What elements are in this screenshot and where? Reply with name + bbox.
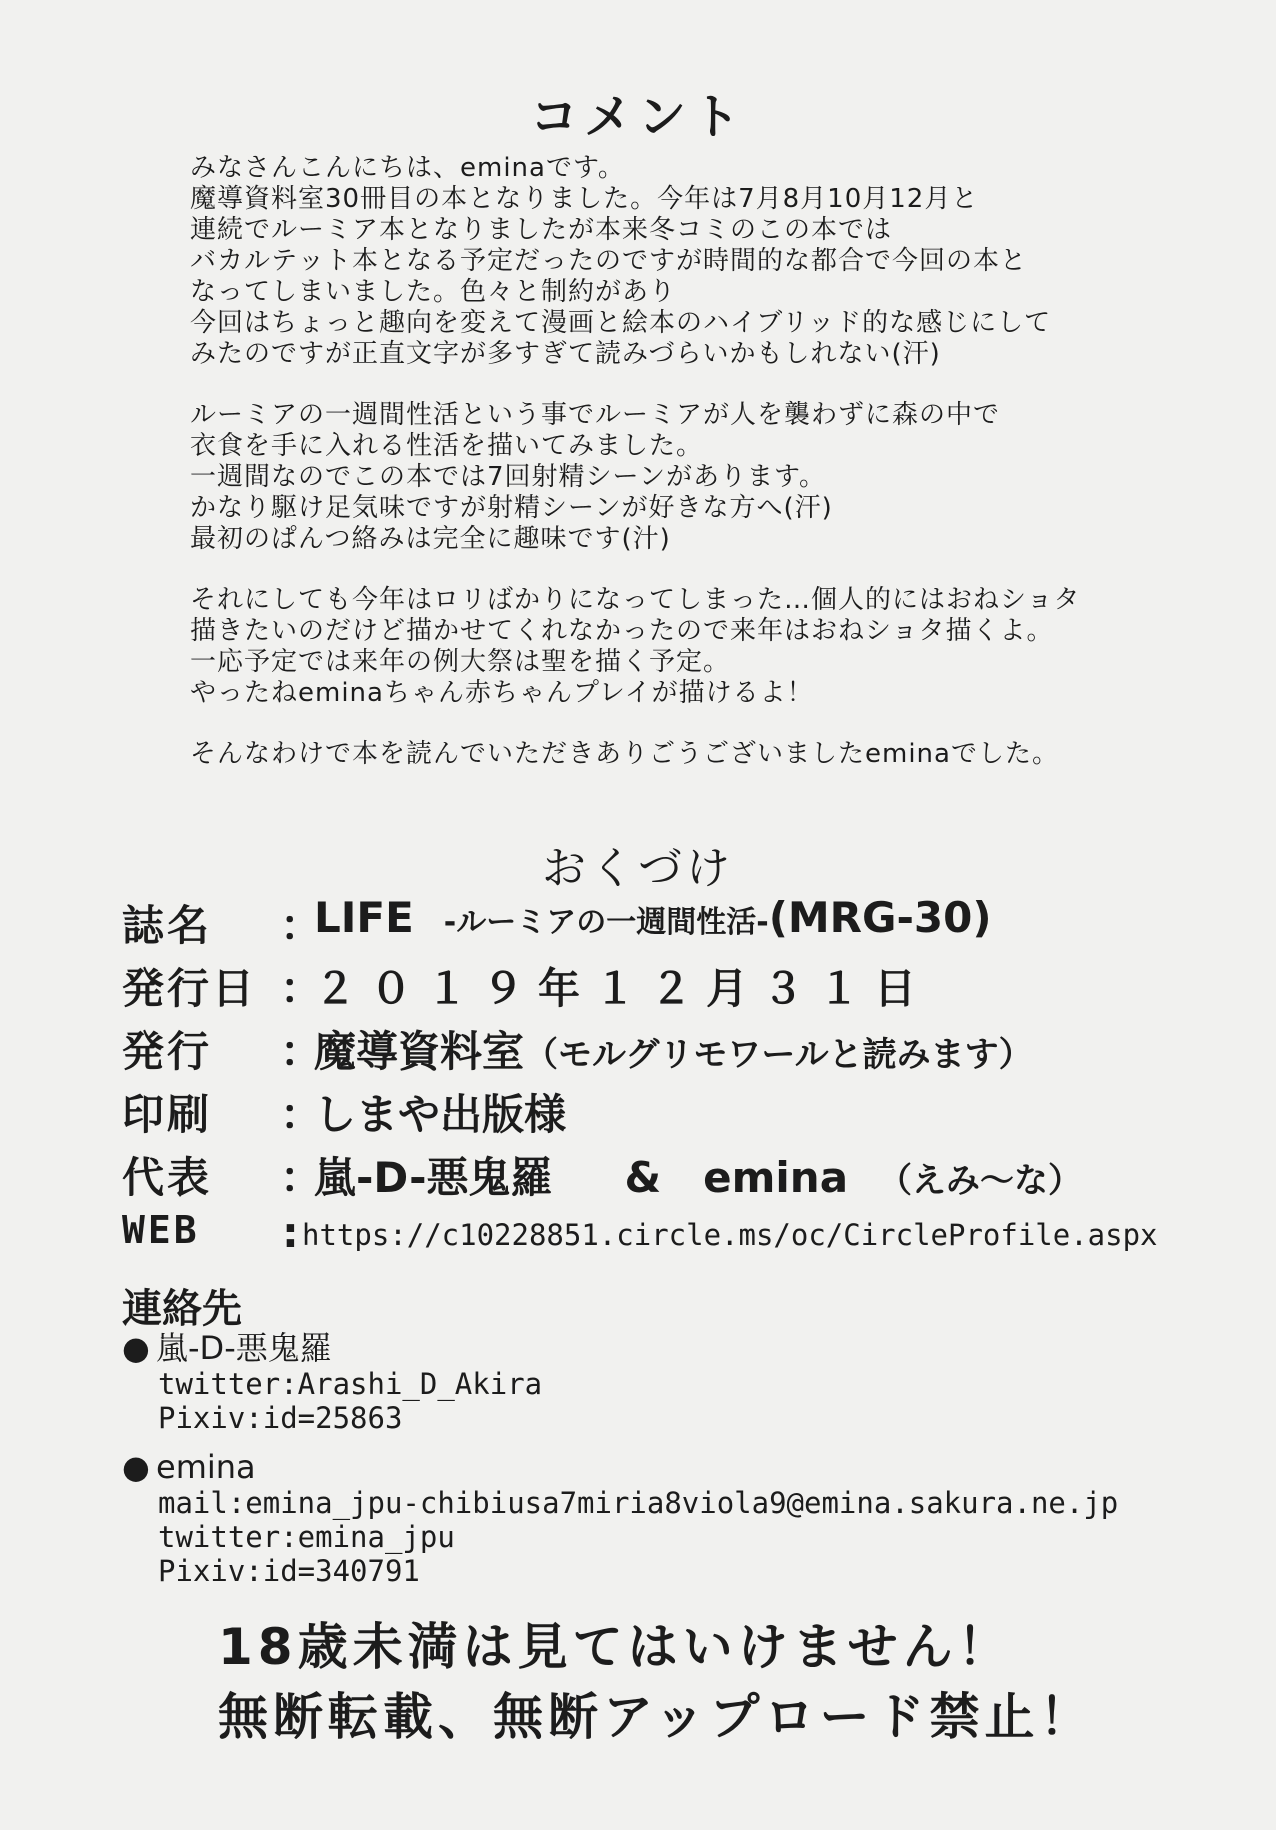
contact-name-text: emina	[156, 1448, 256, 1486]
representative-reading: （えみ～な）	[878, 1161, 1083, 1201]
date-label: 発行日	[122, 964, 258, 1013]
comment-line: 連続でルーミア本となりましたが本来冬コミのこの本では	[190, 215, 893, 245]
contact-detail: twitter:Arashi_D_Akira	[158, 1367, 543, 1401]
colon: ：	[280, 1090, 323, 1139]
comment-line: 最初のぱんつ絡みは完全に趣味です(汁)	[190, 524, 671, 554]
publisher-label: 発行	[122, 1027, 213, 1076]
colon: ：	[280, 964, 323, 1013]
colon: ：	[280, 901, 323, 950]
colon: ：	[280, 1153, 323, 1202]
comment-paragraph	[190, 585, 1200, 709]
bullet-icon: ●	[122, 1329, 150, 1367]
comment-line: みたのですが正直文字が多すぎて読みづらいかもしれない(汗)	[190, 339, 941, 369]
contact-detail: Pixiv:id=25863	[158, 1401, 403, 1435]
comment-line: 描きたいのだけど描かせてくれなかったので来年はおねショタ描くよ。	[190, 616, 1054, 646]
title-code: (MRG-30)	[768, 893, 992, 942]
comment-line: 一週間なのでこの本では7回射精シーンがあります。	[190, 462, 826, 492]
contact-name-text: 嵐-D-悪鬼羅	[156, 1329, 332, 1367]
colophon-row-date	[122, 956, 1262, 1019]
title-value	[314, 893, 992, 942]
comment-paragraph	[190, 739, 1200, 770]
title-label: 誌名	[122, 901, 213, 950]
comment-line: やったねeminaちゃん赤ちゃんプレイが描けるよ！	[190, 678, 814, 708]
colophon-row-title	[122, 893, 1262, 956]
representative-label: 代表	[122, 1153, 213, 1202]
publisher-reading: （モルグリモワールと読みます）	[524, 1035, 1033, 1075]
contact-block	[122, 1329, 1242, 1435]
contacts-heading: 連絡先	[122, 1286, 242, 1332]
title-main: LIFE	[314, 893, 414, 942]
warning-notice	[218, 1612, 1095, 1752]
colophon	[122, 893, 1262, 1271]
contact-detail: Pixiv:id=340791	[158, 1554, 420, 1588]
printer-value: しまや出版様	[314, 1090, 567, 1139]
colophon-row-representative	[122, 1145, 1262, 1208]
representative-value	[314, 1145, 1082, 1205]
colon: :	[282, 1208, 299, 1257]
colophon-row-publisher	[122, 1019, 1262, 1082]
web-url: https://c10228851.circle.ms/oc/CircleProfile.aspx	[302, 1218, 1158, 1252]
comment-line: 一応予定では来年の例大祭は聖を描く予定。	[190, 647, 731, 677]
comment-line: かなり駆け足気味ですが射精シーンが好きな方へ(汗)	[190, 493, 833, 523]
comment-body	[190, 153, 1200, 800]
ampersand: &	[624, 1153, 662, 1202]
web-label: WEB	[122, 1208, 200, 1252]
reprint-warning: 無断転載、無断アップロード禁止！	[218, 1688, 1095, 1746]
contact-name	[122, 1448, 1242, 1486]
comment-paragraph	[190, 400, 1200, 555]
comment-line: みなさんこんにちは、eminaです。	[190, 153, 625, 183]
title-subtitle: -ルーミアの一週間性活-	[443, 905, 769, 940]
comment-line: ルーミアの一週間性活という事でルーミアが人を襲わずに森の中で	[190, 400, 1001, 430]
publisher-value	[314, 1019, 1033, 1079]
comment-line: それにしても今年はロリばかりになってしまった…個人的にはおねショタ	[190, 585, 1081, 615]
comment-line: なってしまいました。色々と制約があり	[190, 277, 677, 307]
contact-detail: twitter:emina_jpu	[158, 1520, 455, 1554]
age-warning: 18歳未満は見てはいけません！	[218, 1618, 1013, 1676]
contact-name	[122, 1329, 1242, 1367]
date-value: ２０１９年１２月３１日	[314, 964, 931, 1013]
representative-2: emina	[703, 1153, 849, 1202]
contact-block	[122, 1448, 1242, 1588]
comment-line: そんなわけで本を読んでいただきありごうございましたeminaでした。	[190, 739, 1059, 769]
contact-detail: mail:emina_jpu-chibiusa7miria8viola9@emina.sakura.ne.jp	[158, 1486, 1119, 1520]
publisher-name: 魔導資料室	[314, 1027, 525, 1076]
colon: ：	[280, 1027, 323, 1076]
comment-line: 衣食を手に入れる性活を描いてみました。	[190, 431, 704, 461]
comment-line: 魔導資料室30冊目の本となりました。今年は7月8月10月12月と	[190, 184, 979, 214]
representative-1: 嵐-D-悪鬼羅	[314, 1153, 553, 1202]
comment-paragraph	[190, 153, 1200, 370]
comment-line: 今回はちょっと趣向を変えて漫画と絵本のハイブリッド的な感じにして	[190, 308, 1052, 338]
printer-label: 印刷	[122, 1090, 213, 1139]
colophon-row-web	[122, 1208, 1262, 1271]
colophon-heading: おくづけ	[542, 843, 734, 894]
colophon-row-printer	[122, 1082, 1262, 1145]
comment-line: バカルテット本となる予定だったのですが時間的な都合で今回の本と	[190, 246, 1028, 276]
comment-heading: コメント	[529, 89, 746, 145]
bullet-icon: ●	[122, 1448, 150, 1486]
